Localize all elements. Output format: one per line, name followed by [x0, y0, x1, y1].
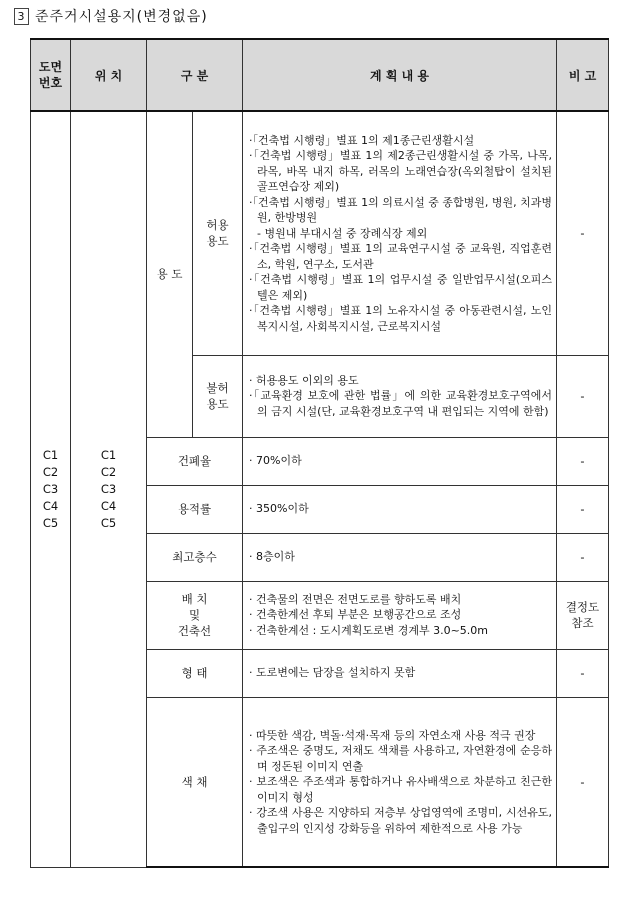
list-item: ·「건축법 시행령」별표 1의 의료시설 중 종합병원, 병원, 치과병원, 한방병원 [249, 195, 552, 224]
list-item: · 건축물의 전면은 전면도로를 향하도록 배치 [249, 592, 462, 606]
color-label: 색 채 [147, 697, 243, 867]
far-value: · 350%이하 [243, 485, 557, 533]
header-location: 위 치 [71, 39, 147, 111]
color-note: - [557, 697, 609, 867]
layout-note: 결정도 참조 [557, 581, 609, 649]
allowed-use-list [243, 111, 557, 355]
list-item: · 강조색 사용은 지양하되 저층부 상업영역에 조명미, 시선유도, 출입구의 인지성 강화등을 위하여 제한적으로 사용 가능 [249, 806, 552, 835]
coverage-value: · 70%이하 [243, 437, 557, 485]
list-item: ·「건축법 시행령」별표 1의 교육연구시설 중 교육원, 직업훈련소, 학원, 연구소, 도서관 [249, 242, 552, 271]
list-item: - 병원내 부대시설 중 장례식장 제외 [257, 226, 428, 240]
color-list [243, 697, 557, 867]
list-item: ·「교육환경 보호에 관한 법률」에 의한 교육환경보호구역에서의 금지 시설(단, 교육환경보호구역 내 편입되는 지역에 한함) [249, 389, 552, 418]
floors-note: - [557, 533, 609, 581]
form-note: - [557, 649, 609, 697]
allowed-use-note: - [557, 111, 609, 355]
section-title [14, 6, 208, 26]
list-item: · 허용용도 이외의 용도 [249, 373, 359, 387]
header-category: 구 분 [147, 39, 243, 111]
coverage-label: 건폐율 [147, 437, 243, 485]
layout-list [243, 581, 557, 649]
section-number: 3 [14, 8, 29, 25]
list-item: · 보조색은 주조색과 통합하거나 유사배색으로 차분하고 친근한 이미지 형성 [249, 775, 552, 804]
header-remarks: 비 고 [557, 39, 609, 111]
form-label: 형 태 [147, 649, 243, 697]
location-cell: C1 C2 C3 C4 C5 [71, 111, 147, 867]
form-list [243, 649, 557, 697]
plan-table [30, 38, 609, 868]
list-item: · 주조색은 중명도, 저채도 색채를 사용하고, 자연환경에 순응하며 정돈된 이미지 연출 [249, 744, 552, 773]
allowed-use-label: 허용 용도 [193, 111, 243, 355]
floors-value: · 8층이하 [243, 533, 557, 581]
list-item: ·「건축법 시행령」별표 1의 업무시설 중 일반업무시설(오피스텔은 제외) [249, 273, 552, 302]
coverage-note: - [557, 437, 609, 485]
prohibited-use-label: 불허 용도 [193, 355, 243, 437]
section-title-text: 준주거시설용지(변경없음) [35, 9, 208, 25]
far-note: - [557, 485, 609, 533]
drawing-number-cell: C1 C2 C3 C4 C5 [31, 111, 71, 867]
prohibited-use-list [243, 355, 557, 437]
list-item: · 따뜻한 색감, 벽돌·석재·목재 등의 자연소재 사용 적극 권장 [249, 728, 536, 742]
header-drawing-number: 도면 번호 [31, 39, 71, 111]
far-label: 용적률 [147, 485, 243, 533]
header-plan-content: 계 획 내 용 [243, 39, 557, 111]
list-item: ·「건축법 시행령」별표 1의 제1종근린생활시설 [249, 133, 475, 147]
list-item: · 건축한계선 후퇴 부분은 보행공간으로 조성 [249, 608, 462, 622]
layout-label: 배 치 및 건축선 [147, 581, 243, 649]
prohibited-use-note: - [557, 355, 609, 437]
list-item: ·「건축법 시행령」별표 1의 노유자시설 중 아동관련시설, 노인복지시설, 사회복지시설, 근로복지시설 [249, 304, 552, 333]
list-item: ·「건축법 시행령」별표 1의 제2종근린생활시설 중 가목, 나목, 라목, 바목 내지 하목, 러목의 노래연습장(옥외철탑이 설치된 골프연습장 제외) [249, 149, 552, 193]
list-item: · 도로변에는 담장을 설치하지 못함 [249, 666, 416, 680]
table-header-row [31, 39, 609, 111]
use-label: 용 도 [147, 111, 193, 437]
list-item: · 건축한계선 : 도시계획도로변 경계부 3.0~5.0m [249, 623, 488, 637]
table-row [31, 111, 609, 355]
floors-label: 최고층수 [147, 533, 243, 581]
